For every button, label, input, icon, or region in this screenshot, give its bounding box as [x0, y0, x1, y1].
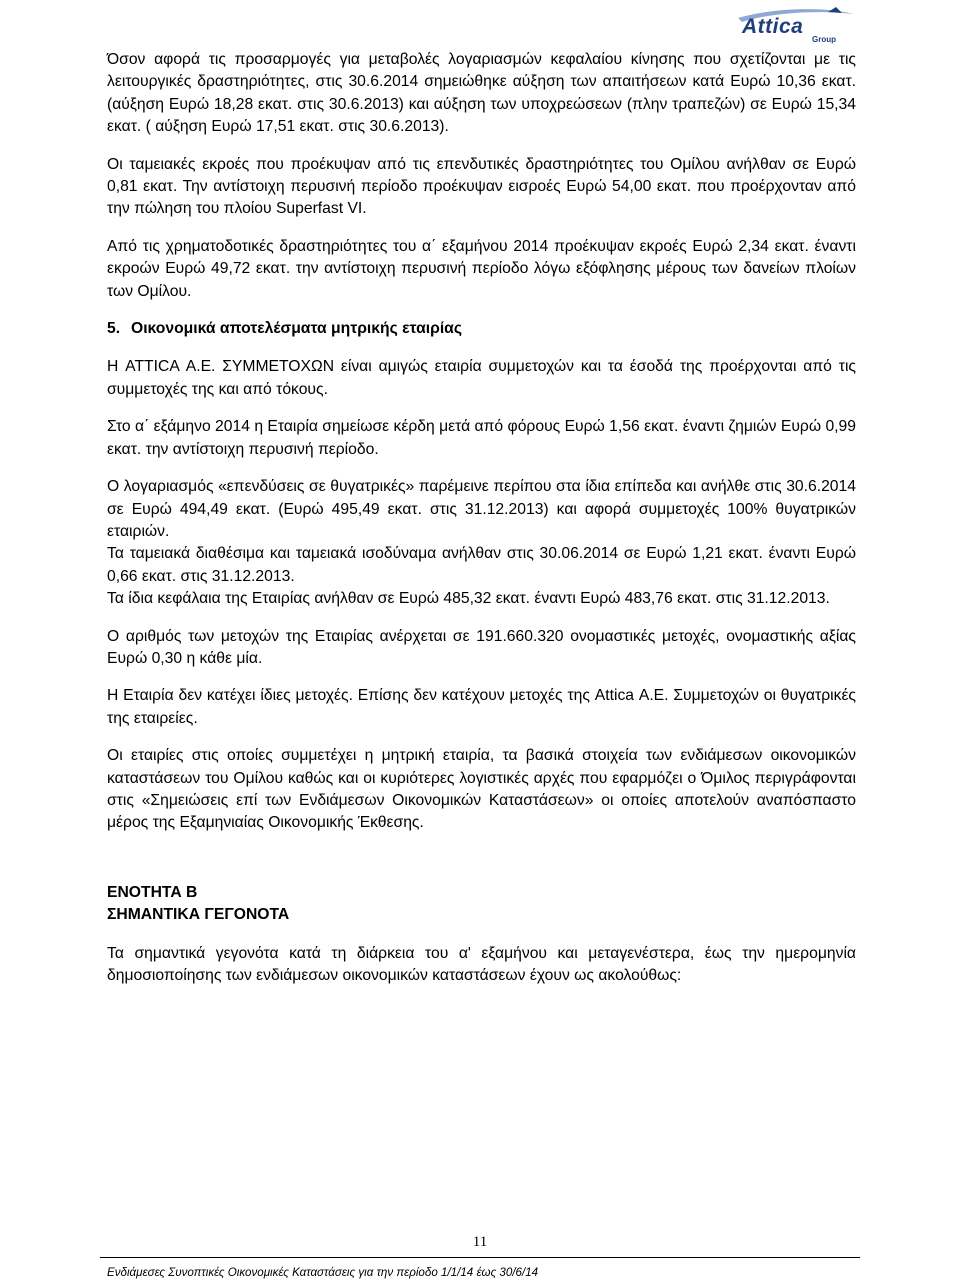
footer-divider	[100, 1257, 860, 1258]
paragraph-financing-activities: Από τις χρηματοδοτικές δραστηριότητες του α΄ εξαμήνου 2014 προέκυψαν εκροές Ευρώ 2,34 εκατ. έναντι εκροών Ευρώ 49,72 εκατ. την αντίστοιχη περυσινή περίοδο λόγω εξόφλησης μέρους των δανείων πλοίων των Ομίλου.	[107, 237, 856, 300]
logo-subtext: Group	[812, 35, 836, 44]
paragraph-holding-company: Η ATTICA Α.Ε. ΣΥΜΜΕΤΟΧΩΝ είναι αμιγώς εταιρία συμμετοχών και τα έσοδά της προέρχονται από τις συμμετοχές της και από τόκους.	[107, 358, 856, 398]
section-b-subheading: ΣΗΜΑΝΤΙΚΑ ΓΕΓΟΝΟΤΑ	[107, 906, 290, 924]
paragraph-notes: Οι εταιρίες στις οποίες συμμετέχει η μητρική εταιρία, τα βασικά στοιχεία των ενδιάμεσων οικονομικών καταστάσεων του Ομίλου καθώς και οι κυριότερες λογιστικές αρχές που εφαρμόζει ο Όμιλος περιγράφονται στις «Σημειώσεις επί των Ενδιάμεσων Οικονομικών Καταστάσεων» οι οποίες αποτελούν αναπόσπαστο μέρος της Εξαμηνιαίας Οικονομικής Έκθεσης.	[107, 747, 856, 832]
logo-text: Attica	[742, 15, 804, 38]
paragraph-investments: Ο λογαριασμός «επενδύσεις σε θυγατρικές» παρέμεινε περίπου στα ίδια επίπεδα και ανήλθε στις 30.6.2014 σε Ευρώ 494,49 εκατ. (Ευρώ 495,49 εκατ. στις 31.12.2013) και αφορά συμμετοχές 100% θυγατρικών εταιριών.	[107, 478, 856, 540]
paragraph-shares: Ο αριθμός των μετοχών της Εταιρίας ανέρχεται σε 191.660.320 ονομαστικές μετοχές, ονομαστικής αξίας Ευρώ 0,30 η κάθε μία.	[107, 627, 856, 667]
page-number: 11	[472, 1234, 488, 1250]
section-b-heading: ΕΝΟΤΗΤΑ Β	[107, 883, 198, 901]
attica-group-logo	[732, 6, 856, 46]
page-footer: Ενδιάμεσες Συνοπτικές Οικονομικές Καταστάσεις για την περίοδο 1/1/14 έως 30/6/14	[107, 1266, 539, 1279]
paragraph-working-capital: Όσον αφορά τις προσαρμογές για μεταβολές λογαριασμών κεφαλαίου κίνησης που σχετίζονται με τις λειτουργικές δραστηριότητες, στις 30.6.2014 σημειώθηκε αύξηση των απαιτήσεων κατά Ευρώ 10,36 εκατ. (αύξηση Ευρώ 18,28 εκατ. στις 30.6.2013) και αύξηση των υποχρεώσεων (πλην τραπεζών) σε Ευρώ 15,34 εκατ. ( αύξηση Ευρώ 17,51 εκατ. στις 30.6.2013).	[107, 51, 856, 136]
paragraph-significant-events: Τα σημαντικά γεγονότα κατά τη διάρκεια του α' εξαμήνου και μεταγενέστερα, έως την ημερομηνία δημοσιοποίησης των ενδιάμεσων οικονομικών καταστάσεων έχουν ως ακολούθως:	[107, 944, 856, 984]
paragraph-investing-activities: Οι ταμειακές εκροές που προέκυψαν από τις επενδυτικές δραστηριότητες του Ομίλου ανήλθαν σε Ευρώ 0,81 εκατ. Την αντίστοιχη περυσινή περίοδο προέκυψαν εισροές Ευρώ 54,00 εκατ. που προέρχονταν από την πώληση του πλοίου Superfast VI.	[107, 155, 856, 218]
paragraph-own-shares: Η Εταιρία δεν κατέχει ίδιες μετοχές. Επίσης δεν κατέχουν μετοχές της Attica Α.Ε. Συμμετοχών οι θυγατρικές της εταιρείες.	[107, 687, 856, 727]
document-body	[107, 49, 856, 1002]
section-5-number: 5.	[107, 320, 121, 338]
paragraph-equity: Τα ίδια κεφάλαια της Εταιρίας ανήλθαν σε Ευρώ 485,32 εκατ. έναντι Ευρώ 483,76 εκατ. στις 31.12.2013.	[107, 590, 830, 608]
paragraph-cash: Τα ταμειακά διαθέσιμα και ταμειακά ισοδύναμα ανήλθαν στις 30.06.2014 σε Ευρώ 1,21 εκατ. έναντι Ευρώ 0,66 εκατ. στις 31.12.2013.	[107, 545, 856, 585]
paragraph-profit: Στο α΄ εξάμηνο 2014 η Εταιρία σημείωσε κέρδη μετά από φόρους Ευρώ 1,56 εκατ. έναντι ζημιών Ευρώ 0,99 εκατ. την αντίστοιχη περυσινή περίοδο.	[107, 418, 856, 458]
section-5-title: Οικονομικά αποτελέσματα μητρικής εταιρίας	[131, 320, 462, 338]
section-5-heading	[107, 318, 856, 340]
